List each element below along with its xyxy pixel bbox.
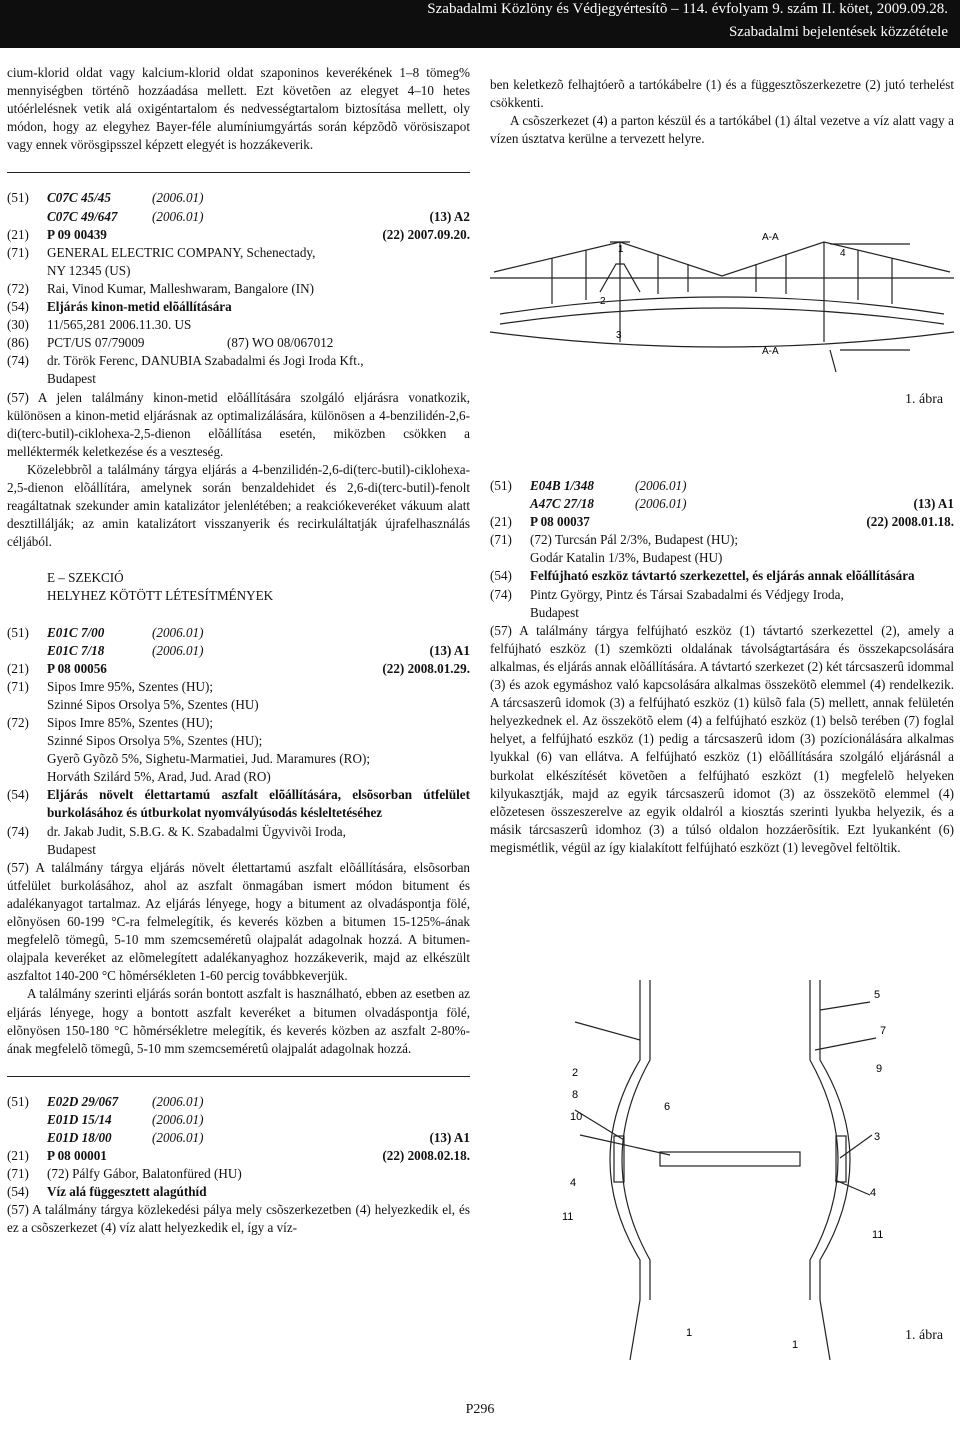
patent-entry-e04b: (51) E04B 1/348 (2006.01) A47C 27/18 (2006.01) (13) A1 (21) P 08 00037 (22) 2008.01.18. (71) (72) Turcsán Pál 2/3%, Budapest (HU); Godár Katalin 1/3%, Budapest (HU) (54) Felfújható eszköz távtartó szerkezettel, és eljárás annak elõállítására (74) Pintz György, Pintz és Társai Szabadalmi és Védjegy Iroda, Budapest (57) A találmány tárgya felfújható eszköz (1) távtartó szerkezettel (2), amely a felfújható eszköz (1) szemközti oldalának távolságtartására és összekapcsolására alkalmas, és eljárás annak elõállítására. A távtartó szerkezet (2) két tárcsaszerû idommal (3) és azok egymáshoz való kapcsolására alkalmas összekötõ elemmel (4) rendelkezik. A tárcsaszerû idomok (3) a felfújható eszköz (1) külsõ fala (5) mellett, annak felületén helyezkednek el. Az összekötõ elem (4) a felfújható eszköz (1) belsõ terében (7) foglal helyet, a felfújható eszköz (1) pedig a tárcsaszerû idom (3) pozícionálására alkalmas lyukkal (6) van ellátva. A felfújható eszköz (1) elõállítására szolgáló eljárásnál a burkolat elkészítését követõen a felfújható eszközt (1) megfelelõ helyeken kilyukasztják, majd az egyik tárcsaszerû idomot (3) az összekötõ elemmel (4) elõzetesen összeszerelve az egyik oldalról a kiosztás szerinti lyukba helyezik, és a másik tárcsaszerû idomhoz (3) a túlsó oldalon hozzáerõsítik. Ezt lyukanként (6) megismétlik, végül az így kialakított felfújható eszközt (1) levegõvel feltöltik. [490,477,954,857]
figure-label: 2 [572,1067,579,1079]
patent-title: Eljárás növelt élettartamú aszfalt elõállítására, elsõsorban útfelület burkolásához és útburkolat nyomvályúsodás késleltetéséhez [47,787,470,821]
figure-label: 3 [874,1131,881,1143]
patent-entry-e01c: (51) E01C 7/00 (2006.01) E01C 7/18 (2006.01) (13) A1 (21) P 08 00056 (22) 2008.01.29. (71) Sipos Imre 95%, Szentes (HU); Szinné Sipos Orsolya 5%, Szentes (HU) (72) Sipos Imre 85%, Szentes (HU); Szinné Sipos Orsolya 5%, Szentes (HU); Gyerõ Gyõzõ 5%, Sighetu-Marmatiei, Jud. Maramures (RO); Horváth Szilárd 5%, Arad, Jud. Arad (RO) (54) Eljárás növelt élettartamú aszfalt elõállítására, elsõsorban útfelület burkolásához és útburkolat nyomvályúsodás késleltetéséhez (74) dr. Jakab Judit, S.B.G. & K. Szabadalmi Ügyvivõi Iroda, Budapest (57) A találmány tárgya eljárás növelt élettartamú aszfalt elõállítására, elsõsorban útfelület burkolásához, ahol az aszfalt önmagában ismert módon bitument és adalékanyagot tartalmaz. Az eljárás lényege, hogy a bitument az olvadáspontja fölé, elõnyösen 60-199 °C-ra felmelegítik, és keverés közben a bitumen 15-125%-ának megfelelõ tömegû, 5-10 mm szemcseméretû olajpalát adagolnak hozzá. A bitumen-olajpala keveréket az elõmelegített adalékanyaghoz hozzákeverik, majd az elkészült aszfaltot 140-200 °C hõmérsékleten 1-60 percig továbbkeverjük. A találmány szerinti eljárás során bontott aszfalt is használható, ebben az esetben az eljárás lényege, hogy a bontott aszfalt keveréket a bitumen olvadáspontja fölé, elõnyösen 150-180 °C hõmérsékletre melegítik, és keverés közben az aszfalt 2-80%-ának megfelelõ tömegû, 5-10 mm szemcseméretû olajpalát adagolnak hozzá. [7,624,470,1056]
connecting-element [660,1152,800,1166]
journal-title: Szabadalmi Közlöny és Védjegyértesítõ – 114. évfolyam 9. szám II. kötet, 2009.09.28. [427,1,948,17]
abstract: (57) A találmány tárgya közlekedési pálya mely csõszerkezetben (4) helyezkedik el, és ez a csõszerkezet (4) víz alatt helyezkedik el, így a víz- [7,1202,470,1236]
page-header [0,0,960,48]
figure-label: 9 [876,1063,883,1075]
figure-label: 3 [616,330,622,341]
figure-caption: 1. ábra [905,1328,944,1343]
seabed-line [490,332,954,347]
figure-inflatable-spacer [490,980,954,1380]
figure-tunnel-bridge [490,222,954,418]
figure-label: 10 [570,1111,583,1123]
figure-label: 1 [618,244,624,255]
figure-caption: 1. ábra [905,392,944,407]
left-column [7,64,470,1238]
section-title: Szabadalmi bejelentések közzététele [728,24,948,40]
tunnel-tube-bottom [500,308,944,324]
figure-label: 7 [880,1025,887,1037]
figure-label: 1 [686,1327,693,1339]
abstract: (57) A találmány tárgya felfújható eszköz (1) távtartó szerkezettel (2), amely a felfújható eszköz (1) szemközti oldalának távolságtartására és összekapcsolására alkalmas, és eljárás annak elõállítására. A távtartó szerkezet (2) két tárcsaszerû idommal (3) és azok egymáshoz való kapcsolására alkalmas összekötõ elemmel (4) rendelkezik. A tárcsaszerû idomok (3) a felfújható eszköz (1) külsõ fala (5) mellett, annak felületén helyezkednek el. Az összekötõ elem (4) a felfújható eszköz (1) belsõ terében (7) foglal helyet, a felfújható eszköz (1) pedig a tárcsaszerû idom (3) pozícionálására alkalmas lyukkal (6) van ellátva. A felfújható eszköz (1) elõállítására szolgáló eljárásnál a burkolat elkészítését követõen a felfújható eszközt (1) megfelelõ helyeken kilyukasztják, majd az egyik tárcsaszerû idomot (3) az összekötõ elemmel (4) elõzetesen összeszerelve az egyik oldalról a kiosztás szerinti lyukba helyezik, és a másik tárcsaszerû idomhoz (3) a túlsó oldalon hozzáerõsítik. Ezt lyukanként (6) megismétlik, végül az így kialakított felfújható eszközt (1) levegõvel feltöltik. [490,622,954,855]
figure-label: 11 [562,1211,574,1223]
figure-label: 4 [840,248,846,259]
abstract: (57) A jelen találmány kinon-metid elõállítására szolgáló eljárásra vonatkozik, különösen a kinon-metid eljárásnak az optimalizálására, különösen a 4-benzilidén-2,6-di(terc-butil)-ciklohexa-2,5-dienon elõállítása esetén, miközben csökken a melléktermék keletkezése és a veszteség. [7,389,470,459]
patent-title: Víz alá függesztett alagúthíd [47,1184,207,1200]
carry-over-text: ben keletkezõ felhajtóerõ a tartókábelre (1) és a függesztõszerkezetre (2) jutó terhelést csökkenti. [490,77,954,111]
patent-entry-c07c: (51) C07C 45/45 (2006.01) C07C 49/647 (2006.01) (13) A2 (21) P 09 00439 (22) 2007.09.20. (71) GENERAL ELECTRIC COMPANY, Schenectady, NY 12345 (US) (72) Rai, Vinod Kumar, Malleshwaram, Bangalore (IN) (54) Eljárás kinon-metid elõállítására (30) 11/565,281 2006.11.30. US (86) PCT/US 07/79009 (87) WO 08/067012 (74) dr. Török Ferenc, DANUBIA Szabadalmi és Jogi Iroda Kft., Budapest (57) A jelen találmány kinon-metid elõállítására szolgáló eljárásra vonatkozik, különösen a kinon-metid eljárásnak az optimalizálására, különösen a 4-benzilidén-2,6-di(terc-butil)-ciklohexa-2,5-dienon elõállítása esetén, miközben csökken a melléktermék keletkezése és a veszteség. Közelebbrõl a találmány tárgya eljárás a 4-benzilidén-2,6-di(terc-butil)-ciklohexa-2,5-dienon elõállítára, amelynek során benzaldehidet és 2,6-di(terc-butil)-fenolt reagáltatnak szekunder amin katalizátor jelenlétében; a reakciókeveréket vákuum alatt desztillálják; az amin katalizátort visszanyerik és recirkuláltatják újrafelhasználás céljából. [7,190,470,550]
tunnel-tube-top [500,297,944,314]
figure-label: 8 [572,1089,579,1101]
section-mark: A-A [762,346,779,357]
section-heading: E – SZEKCIÓ [47,570,124,586]
section-mark: A-A [762,232,779,243]
figure-label: 6 [664,1101,671,1113]
figure-label: 11 [872,1229,884,1241]
figure-label: 4 [570,1177,577,1189]
divider [7,1076,470,1077]
patent-title: Felfújható eszköz távtartó szerkezettel, és eljárás annak elõállítására [530,568,915,584]
carry-over-text: cium-klorid oldat vagy kalcium-klorid oldat szaponinos keverékének 1–8 tömeg% mennyiségben történõ hozzáadása mellett. Ezt követõen az elegyet 4–10 hetes utóérlelésnek vetik alá oxigéntartalom és nedvességtartalom biztosítása mellett, oly módon, hogy az elegyhez Bayer-féle alumíniumgyártás során képzõdõ vörösiszapot vagy ennek vörösgipsszel képzett elegyét is hozzákeverik. [7,65,470,153]
abstract: (57) A találmány tárgya eljárás növelt élettartamú aszfalt elõállítására, elsõsorban útfelület burkolásához, ahol az aszfalt önmagában ismert módon bitument és adalékanyagot tartalmaz. Az eljárás lényege, hogy a bitument az olvadáspontja fölé, elõnyösen 60-199 °C-ra felmelegítik, és keverés közben a bitumen 15-125%-ának megfelelõ tömegû, 5-10 mm szemcseméretû olajpalát adagolnak hozzá. A bitumen-olajpala keveréket az elõmelegített adalékanyaghoz hozzákeverik, majd az elkészült aszfaltot 140-200 °C hõmérsékleten 1-60 percig továbbkeverjük. [7,859,470,984]
divider [7,172,470,173]
right-column: ben keletkezõ felhajtóerõ a tartókábelre (1) és a függesztõszerkezetre (2) jutó terhelést csökkenti. A csõszerkezet (4) a parton készül és a tartókábel (1) által vezetve a víz alatt vagy a vízen úsztatva kerülne a tervezett helyre. [490,77,954,147]
figure-label: 1 [792,1339,799,1351]
page-number: P296 [465,1402,495,1417]
figure-label: 2 [600,296,606,307]
suspension-cable [494,242,950,276]
section-subheading: HELYHEZ KÖTÖTT LÉTESÍTMÉNYEK [47,588,274,604]
figure-label: 5 [874,989,881,1001]
patent-title: Eljárás kinon-metid elõállítására [47,299,232,315]
figure-label: 4 [870,1187,877,1199]
patent-entry-e02d: (51) E02D 29/067 (2006.01) E01D 15/14 (2006.01) E01D 18/00 (2006.01) (13) A1 (21) P 08 00001 (22) 2008.02.18. (71) (72) Pálfy Gábor, Balatonfüred (HU) (54) Víz alá függesztett alagúthíd (57) A találmány tárgya közlekedési pálya mely csõszerkezetben (4) helyezkedik el, és ez a csõszerkezet (4) víz alatt helyezkedik el, így a víz- [7,1093,470,1238]
